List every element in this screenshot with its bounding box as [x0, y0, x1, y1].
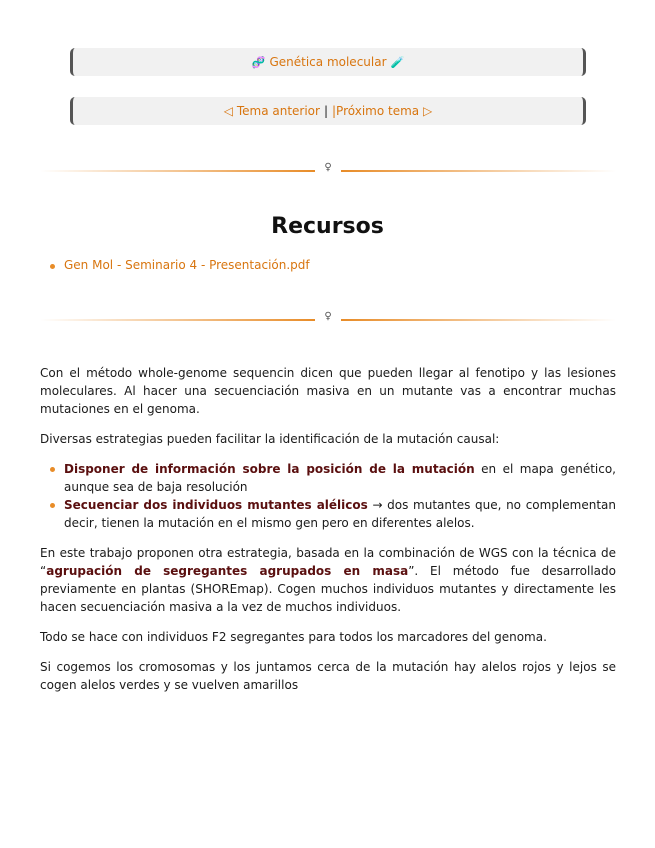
next-topic-link[interactable]: |Próximo tema ▷ [332, 104, 433, 118]
title-banner [70, 48, 586, 76]
notes-content [40, 364, 616, 706]
banner-title: Genética molecular [269, 55, 387, 69]
topic-navigation [70, 97, 586, 125]
resource-link[interactable]: Gen Mol - Seminario 4 - Presentación.pdf [64, 258, 310, 272]
ornamental-divider [40, 162, 616, 177]
nav-separator: | [323, 104, 329, 118]
divider-ornament: ♀ [324, 162, 332, 173]
resources-heading: Recursos [271, 214, 384, 239]
list-item: Disponer de información sobre la posición de la mutación en el mapa genético, aunque sea de baja resolución [64, 462, 616, 494]
paragraph: Diversas estrategias pueden facilitar la identificación de la mutación causal: [40, 432, 500, 446]
paragraph: Todo se hace con individuos F2 segregantes para todos los marcadores del genoma. [40, 630, 547, 644]
test-tube-icon: 🧪 [390, 55, 405, 69]
ornamental-divider [40, 311, 616, 326]
divider-ornament: ♀ [324, 311, 332, 322]
dna-icon: 🧬 [251, 55, 266, 69]
paragraph: Con el método whole-genome sequencin dicen que pueden llegar al fenotipo y las lesiones moleculares. Al hacer una secuenciación masiva en un mutante vas a encontrar muchas mutaciones en el genoma. [40, 366, 616, 416]
list-item: Secuenciar dos individuos mutantes alélicos → dos mutantes que, no complementan decir, tienen la mutación en el mismo gen pero en diferentes alelos. [64, 498, 616, 530]
paragraph: Si cogemos los cromosomas y los juntamos cerca de la mutación hay alelos rojos y lejos se cogen alelos verdes y se vuelven amarillos [40, 660, 616, 692]
paragraph: En este trabajo proponen otra estrategia, basada en la combinación de WGS con la técnica de “agrupación de segregantes agrupados en masa”. El método fue desarrollado previamente en plantas (SHOREmap). Cogen muchos individuos mutantes y directamente les hacen secuenciación masiva a la vez de muchos individuos. [40, 546, 616, 614]
strategy-list [40, 460, 616, 532]
previous-topic-link[interactable]: ◁ Tema anterior [223, 104, 320, 118]
resources-list [40, 258, 310, 272]
